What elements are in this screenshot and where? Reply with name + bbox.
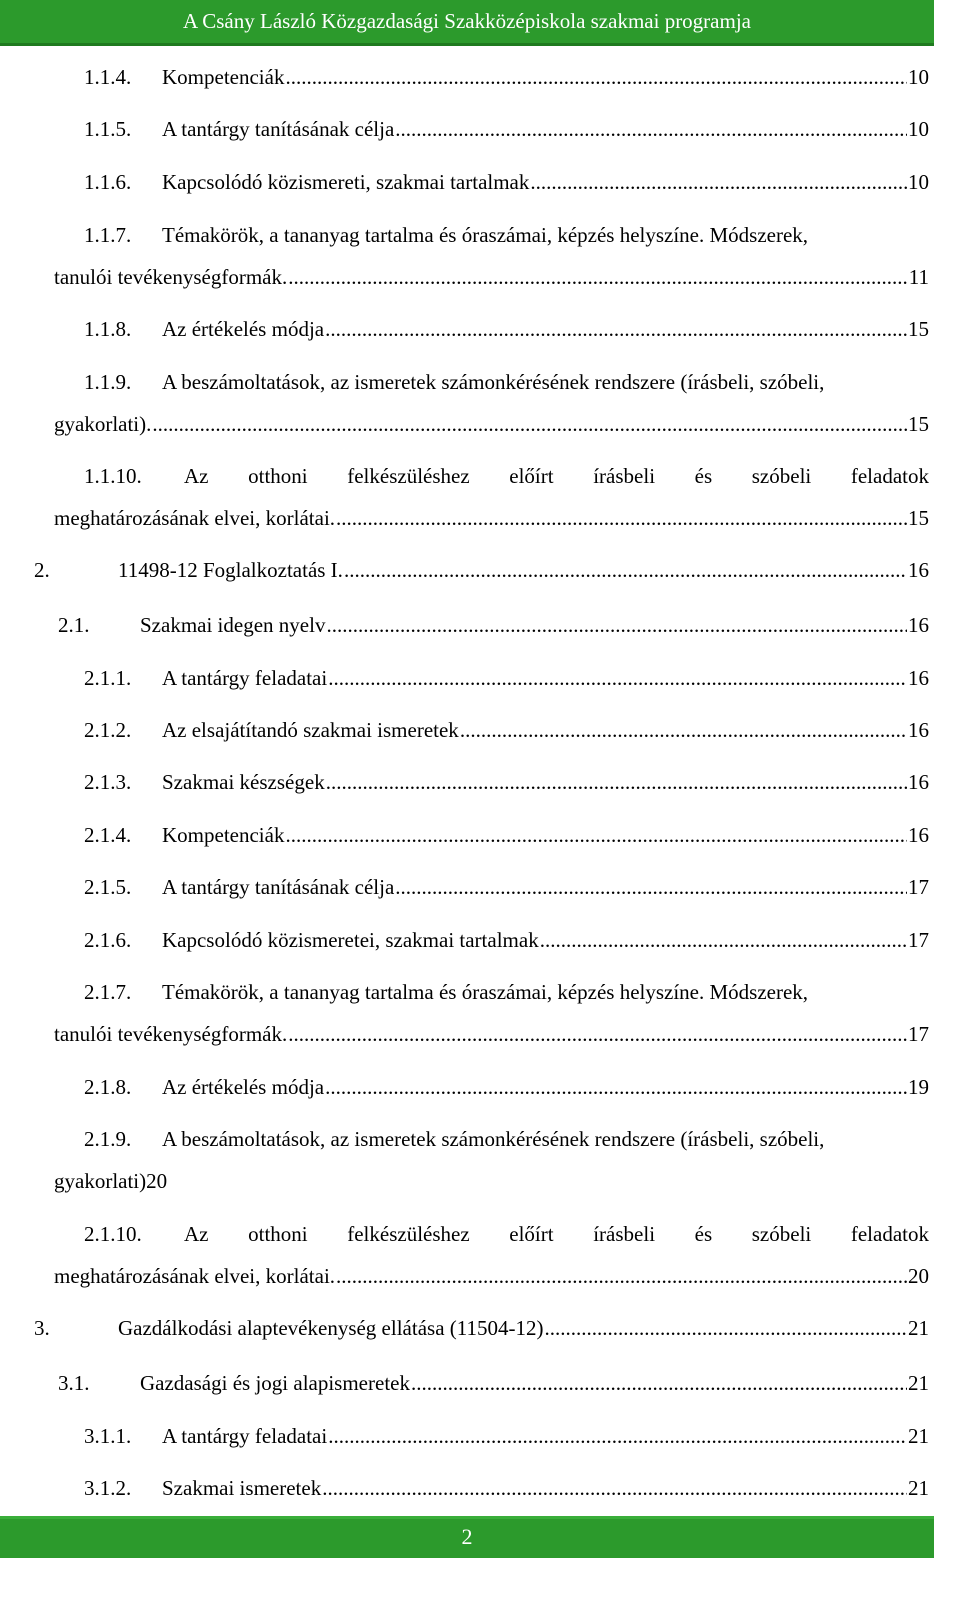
page-header xyxy=(0,0,934,46)
toc-number: 3. xyxy=(34,1316,50,1340)
toc-entry[interactable] xyxy=(34,558,929,584)
toc-page: 16 xyxy=(908,613,929,637)
toc-entry[interactable] xyxy=(54,1222,929,1290)
toc-number: 2.1.8. xyxy=(84,1075,132,1099)
toc-number: 3.1.2. xyxy=(84,1476,132,1500)
toc-entry[interactable] xyxy=(84,770,929,796)
toc-entry[interactable] xyxy=(54,223,929,291)
header-title: A Csány László Közgazdasági Szakközépiskola szakmai programja xyxy=(183,9,751,33)
toc-leader xyxy=(344,558,907,582)
toc-title: A tantárgy feladatai xyxy=(162,666,328,690)
toc-entry[interactable] xyxy=(34,1316,929,1342)
toc-number: 2.1.5. xyxy=(84,875,132,899)
toc-number: 2.1.2. xyxy=(84,718,132,742)
toc-title: 11498-12 Foglalkoztatás I. xyxy=(118,558,343,582)
toc-leader xyxy=(326,770,907,794)
toc-entry[interactable] xyxy=(84,1476,929,1502)
toc-number: 2.1.7. xyxy=(84,980,132,1004)
toc-entry[interactable] xyxy=(58,613,929,639)
toc-page: 16 xyxy=(908,823,929,847)
toc-title: Az értékelés módja xyxy=(162,317,325,341)
toc-page: 16 xyxy=(908,718,929,742)
toc-entry[interactable] xyxy=(54,1127,929,1195)
toc-page: 17 xyxy=(908,1022,929,1046)
toc-page: 20 xyxy=(908,1264,929,1288)
toc-entry[interactable] xyxy=(58,1371,929,1397)
toc-number: 1.1.4. xyxy=(84,65,132,89)
toc-title: Kompetenciák xyxy=(162,65,285,89)
toc-number: 2. xyxy=(34,558,50,582)
toc-leader xyxy=(540,928,907,952)
page-number: 2 xyxy=(461,1524,473,1549)
toc-number: 2.1.9. xyxy=(84,1127,132,1151)
toc-leader xyxy=(152,412,907,436)
toc-page: 17 xyxy=(908,875,929,899)
toc-title-line2: meghatározásának elvei, korlátai. xyxy=(54,506,336,530)
toc-page: 21 xyxy=(908,1476,929,1500)
toc-entry[interactable] xyxy=(84,317,929,343)
toc-leader xyxy=(336,1264,907,1288)
toc-leader xyxy=(285,823,907,847)
toc-leader xyxy=(336,506,907,530)
toc-page: 21 xyxy=(908,1424,929,1448)
toc-number: 1.1.6. xyxy=(84,170,132,194)
toc-number: 2.1.3. xyxy=(84,770,132,794)
toc-leader xyxy=(328,1424,907,1448)
toc-title: Az elsajátítandó szakmai ismeretek xyxy=(162,718,459,742)
toc-entry[interactable] xyxy=(84,1424,929,1450)
toc-entry[interactable] xyxy=(84,117,929,143)
toc-title: A tantárgy tanításának célja xyxy=(162,875,395,899)
toc-number: 2.1.10. xyxy=(84,1222,142,1246)
toc-number: 1.1.9. xyxy=(84,370,132,394)
toc-title-line1: Témakörök, a tananyag tartalma és óraszámai, képzés helyszíne. Módszerek, xyxy=(162,223,809,247)
toc-page: 17 xyxy=(908,928,929,952)
page-footer xyxy=(0,1516,934,1558)
toc-page: 15 xyxy=(908,506,929,530)
toc-title: Szakmai idegen nyelv xyxy=(140,613,326,637)
toc-number: 2.1.4. xyxy=(84,823,132,847)
toc-title-line1: Az otthoni felkészüléshez előírt írásbeli és szóbeli feladatok xyxy=(184,1222,929,1246)
toc-leader xyxy=(285,65,907,89)
toc-number: 3.1. xyxy=(58,1371,90,1395)
toc-number: 3.1.1. xyxy=(84,1424,132,1448)
toc-title-line2: gyakorlati). xyxy=(54,412,152,436)
toc-entry[interactable] xyxy=(84,170,929,196)
toc-title-line2: tanulói tevékenységformák. xyxy=(54,265,288,289)
toc-title: Szakmai készségek xyxy=(162,770,325,794)
toc-leader xyxy=(411,1371,907,1395)
toc-title: Az értékelés módja xyxy=(162,1075,325,1099)
toc-number: 1.1.8. xyxy=(84,317,132,341)
toc-title-line2: meghatározásának elvei, korlátai. xyxy=(54,1264,336,1288)
toc-leader xyxy=(325,1075,907,1099)
toc-title: A tantárgy tanításának célja xyxy=(162,117,395,141)
toc-page: 15 xyxy=(908,317,929,341)
toc-page: 10 xyxy=(908,170,929,194)
toc-entry[interactable] xyxy=(84,666,929,692)
toc-page: 16 xyxy=(908,770,929,794)
toc-title: Kapcsolódó közismeretei, szakmai tartalmak xyxy=(162,928,539,952)
toc-leader xyxy=(322,1476,907,1500)
toc-page: 10 xyxy=(908,117,929,141)
toc-title-line1: A beszámoltatások, az ismeretek számonkérésének rendszere (írásbeli, szóbeli, xyxy=(162,1127,825,1151)
toc-entry[interactable] xyxy=(84,65,929,91)
toc-page: 10 xyxy=(908,65,929,89)
toc-title: A tantárgy feladatai xyxy=(162,1424,328,1448)
toc-page: 11 xyxy=(908,265,929,289)
toc-leader xyxy=(288,1022,907,1046)
toc-title-line2: tanulói tevékenységformák. xyxy=(54,1022,288,1046)
toc-entry[interactable] xyxy=(84,928,929,954)
toc-page: 21 xyxy=(908,1316,929,1340)
toc-number: 1.1.5. xyxy=(84,117,132,141)
toc-leader xyxy=(460,718,907,742)
toc-title-line1: Az otthoni felkészüléshez előírt írásbeli és szóbeli feladatok xyxy=(184,464,929,488)
toc-number: 2.1.1. xyxy=(84,666,132,690)
toc-number: 2.1.6. xyxy=(84,928,132,952)
toc-page: 15 xyxy=(908,412,929,436)
toc-number: 1.1.10. xyxy=(84,464,142,488)
toc-title: Kompetenciák xyxy=(162,823,285,847)
toc-entry[interactable] xyxy=(54,980,929,1048)
toc-title: Kapcsolódó közismereti, szakmai tartalmak xyxy=(162,170,530,194)
toc-title: Gazdálkodási alaptevékenység ellátása (11504-12) xyxy=(118,1316,544,1340)
toc-entry[interactable] xyxy=(84,1075,929,1101)
toc-leader xyxy=(326,613,907,637)
toc-entry[interactable] xyxy=(54,370,929,438)
toc-title: Szakmai ismeretek xyxy=(162,1476,322,1500)
toc-leader xyxy=(395,117,907,141)
toc-leader xyxy=(395,875,907,899)
toc-number: 1.1.7. xyxy=(84,223,132,247)
toc-leader xyxy=(288,265,908,289)
toc-title-line2: gyakorlati)20 xyxy=(54,1169,168,1193)
toc-title-line1: Témakörök, a tananyag tartalma és óraszámai, képzés helyszíne. Módszerek, xyxy=(162,980,809,1004)
toc-page: 19 xyxy=(908,1075,929,1099)
toc-title: Gazdasági és jogi alapismeretek xyxy=(140,1371,410,1395)
toc-page: 16 xyxy=(908,666,929,690)
toc-entry[interactable] xyxy=(54,464,929,532)
toc-entry[interactable] xyxy=(84,875,929,901)
toc-page: 21 xyxy=(908,1371,929,1395)
toc-leader xyxy=(530,170,907,194)
toc-number: 2.1. xyxy=(58,613,90,637)
toc-leader xyxy=(544,1316,907,1340)
toc-entry[interactable] xyxy=(84,823,929,849)
toc-title-line1: A beszámoltatások, az ismeretek számonkérésének rendszere (írásbeli, szóbeli, xyxy=(162,370,825,394)
toc-entry[interactable] xyxy=(84,718,929,744)
toc-leader xyxy=(328,666,907,690)
toc-page: 16 xyxy=(908,558,929,582)
toc-leader xyxy=(325,317,907,341)
